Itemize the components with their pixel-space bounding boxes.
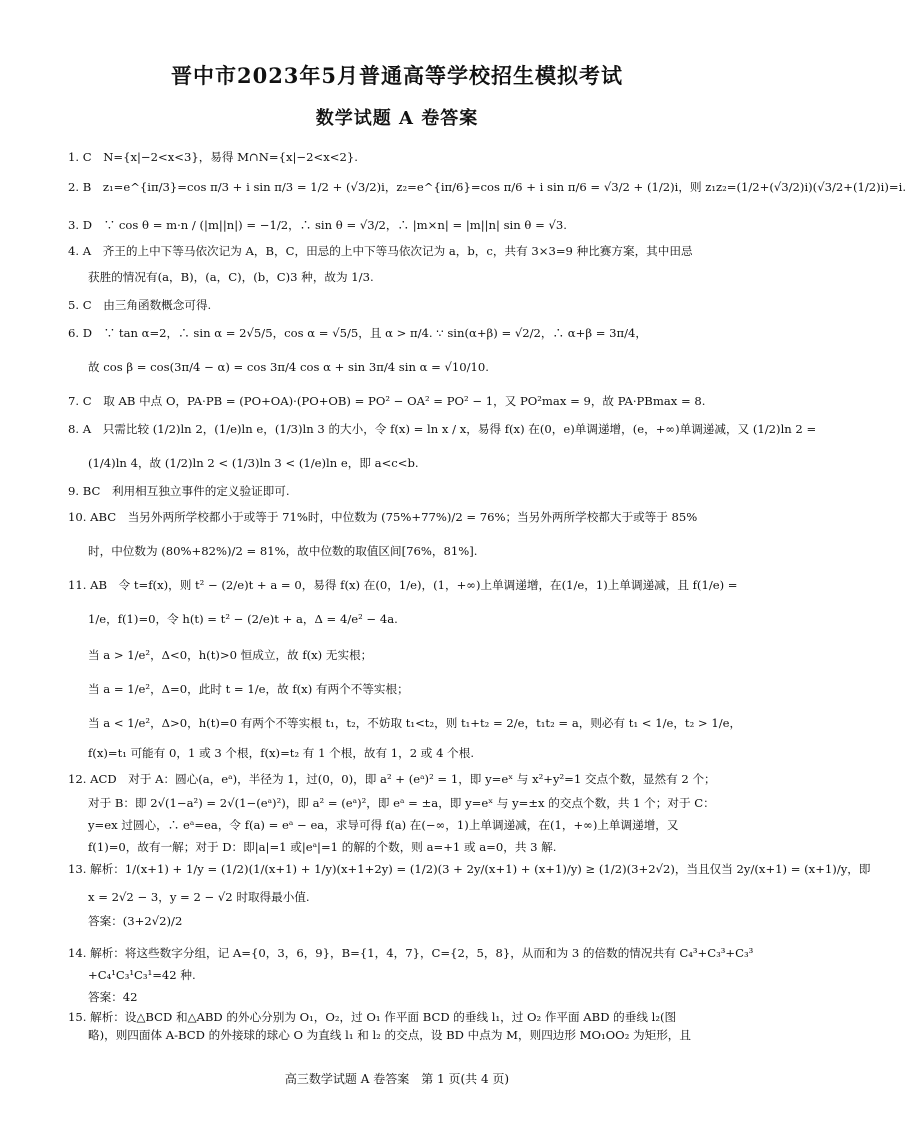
answer-line: 5. C 由三角函数概念可得. xyxy=(68,298,212,312)
page-footer: 高三数学试题 A 卷答案 第 1 页(共 4 页) xyxy=(284,1072,510,1086)
answer-line: 7. C 取 AB 中点 O，PA·PB = (PO+OA)·(PO+OB) = PO² − OA² = PO² − 1，又 PO²max = 9，故 PA·PBmax = 8. xyxy=(68,394,706,408)
exam-title: 晋中市2023年5月普通高等学校招生模拟考试 xyxy=(170,63,624,88)
answer-line: 9. BC 利用相互独立事件的定义验证即可. xyxy=(68,484,290,498)
answer-line: 11. AB 令 t=f(x)，则 t² − (2/e)t + a = 0，易得 f(x) 在(0，1/e)，(1，+∞)上单调递增，在(1/e，1)上单调递减，且 f(1/e) = xyxy=(68,578,738,592)
answer-line: y=ex 过圆心，∴ eᵃ=ea，令 f(a) = eᵃ − ea，求导可得 f(a) 在(−∞，1)上单调递减，在(1，+∞)上单调递增，又 xyxy=(88,818,679,832)
answer-line: 1/e，f(1)=0，令 h(t) = t² − (2/e)t + a，Δ = 4/e² − 4a. xyxy=(88,612,398,626)
answer-line: 3. D ∵ cos θ = m·n / (|m||n|) = −1/2，∴ sin θ = √3/2，∴ |m×n| = |m||n| sin θ = √3. xyxy=(68,218,567,232)
answer-line: 6. D ∵ tan α=2，∴ sin α = 2√5/5，cos α = √5/5，且 α > π/4. ∵ sin(α+β) = √2/2，∴ α+β = 3π/4， xyxy=(68,326,647,340)
answer-line: 获胜的情况有(a，B)，(a，C)，(b，C)3 种，故为 1/3. xyxy=(88,270,374,284)
answer-line: +C₄¹C₃¹C₃¹=42 种. xyxy=(88,968,196,982)
answer-key-title: 数学试题 A 卷答案 xyxy=(315,108,479,129)
answer-line: 答案：(3+2√2)/2 xyxy=(88,914,183,928)
answer-line: 2. B z₁=e^{iπ/3}=cos π/3 + i sin π/3 = 1/2 + (√3/2)i，z₂=e^{iπ/6}=cos π/6 + i sin π/6 = √3/2 + (1/2)i，则 z₁z₂=(1/2+(√3/2)i)(√3/2+(1/2)i)=i. xyxy=(68,180,906,194)
answer-line: x = 2√2 − 3，y = 2 − √2 时取得最小值. xyxy=(88,890,310,904)
answer-line: f(x)=t₁ 可能有 0，1 或 3 个根，f(x)=t₂ 有 1 个根，故有 1，2 或 4 个根. xyxy=(88,746,475,760)
answer-line: f(1)=0，故有一解；对于 D：即|a|=1 或|eᵃ|=1 的解的个数，则 a=+1 或 a=0，共 3 解. xyxy=(88,840,557,854)
answer-line: 4. A 齐王的上中下等马依次记为 A，B，C，田忌的上中下等马依次记为 a，b，c，共有 3×3=9 种比赛方案，其中田忌 xyxy=(68,244,693,258)
answer-line: 故 cos β = cos(3π/4 − α) = cos 3π/4 cos α + sin 3π/4 sin α = √10/10. xyxy=(88,360,489,374)
answer-line: 对于 B：即 2√(1−a²) = 2√(1−(eᵃ)²)，即 a² = (eᵃ)²，即 eᵃ = ±a，即 y=eˣ 与 y=±x 的交点个数，共 1 个；对于 C： xyxy=(88,796,715,810)
answer-line: 1. C N={x|−2<x<3}，易得 M∩N={x|−2<x<2}. xyxy=(68,150,358,164)
answer-line: 略)，则四面体 A-BCD 的外接球的球心 O 为直线 l₁ 和 l₂ 的交点，设 BD 中点为 M，则四边形 MO₁OO₂ 为矩形，且 xyxy=(88,1028,691,1042)
answer-line: 8. A 只需比较 (1/2)ln 2，(1/e)ln e，(1/3)ln 3 的大小，令 f(x) = ln x / x，易得 f(x) 在(0，e)单调递增，(e，+∞)单调递减，又 (1/2)ln 2 = xyxy=(68,422,817,436)
answer-line: 当 a = 1/e²，Δ=0，此时 t = 1/e，故 f(x) 有两个不等实根； xyxy=(88,682,409,696)
answer-line: 13. 解析：1/(x+1) + 1/y = (1/2)(1/(x+1) + 1/y)(x+1+2y) = (1/2)(3 + 2y/(x+1) + (x+1)/y) ≥ (1/2)(3+2√2)，当且仅当 2y/(x+1) = (x+1)/y，即 xyxy=(68,862,871,876)
answer-line: 答案：42 xyxy=(88,990,138,1004)
answer-line: 当 a > 1/e²，Δ<0，h(t)>0 恒成立，故 f(x) 无实根； xyxy=(88,648,373,662)
answer-line: 时，中位数为 (80%+82%)/2 = 81%，故中位数的取值区间[76%，81%]. xyxy=(88,544,478,558)
answer-line: 15. 解析：设△BCD 和△ABD 的外心分别为 O₁，O₂，过 O₁ 作平面 BCD 的垂线 l₁，过 O₂ 作平面 ABD 的垂线 l₂(图 xyxy=(68,1010,677,1024)
answer-line: 12. ACD 对于 A：圆心(a，eᵃ)，半径为 1，过(0，0)，即 a² + (eᵃ)² = 1，即 y=eˣ 与 x²+y²=1 交点个数，显然有 2 个； xyxy=(68,772,716,786)
answer-line: 10. ABC 当另外两所学校都小于或等于 71%时，中位数为 (75%+77%)/2 = 76%；当另外两所学校都大于或等于 85% xyxy=(68,510,698,524)
answer-line: 14. 解析：将这些数字分组，记 A={0，3，6，9}，B={1，4，7}，C={2，5，8}，从而和为 3 的倍数的情况共有 C₄³+C₃³+C₃³ xyxy=(68,946,754,960)
answer-line: 当 a < 1/e²，Δ>0，h(t)=0 有两个不等实根 t₁，t₂，不妨取 t₁<t₂，则 t₁+t₂ = 2/e，t₁t₂ = a，则必有 t₁ < 1/e，t₂ > 1/e， xyxy=(88,716,742,730)
answer-line: (1/4)ln 4，故 (1/2)ln 2 < (1/3)ln 3 < (1/e)ln e，即 a<c<b. xyxy=(88,456,419,470)
